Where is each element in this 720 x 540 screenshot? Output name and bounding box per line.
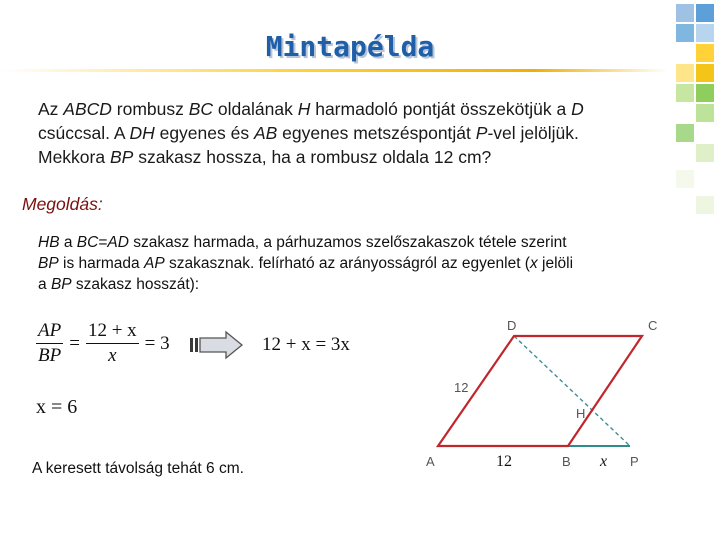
label-x: x [600, 453, 608, 470]
right-arrow-icon [188, 330, 244, 360]
label-side-12: 12 [454, 380, 469, 395]
label-b: B [562, 454, 571, 469]
fraction-12-plus-x [86, 320, 139, 367]
fraction-ap-bp [36, 320, 63, 367]
solution-label: Megoldás: [22, 194, 103, 214]
page-title: Mintapélda [265, 30, 435, 63]
answer-text: A keresett távolság tehát 6 cm. [32, 460, 244, 477]
label-d: D [507, 318, 517, 333]
label-c: C [648, 318, 658, 333]
linear-equation: 12 + x = 3x [262, 334, 350, 355]
equals-three: = 3 [144, 332, 170, 354]
title-underline [0, 69, 668, 72]
problem-line-1: Az ABCD rombusz BC oldalának H harmadoló pontját összekötjük a D [38, 99, 584, 119]
problem-statement [38, 97, 678, 169]
solution-line-2: BP is harmada AP szakasznak. felírható az arányosságról az egyenlet (x jelöli [38, 255, 574, 272]
rhombus-abcd [438, 336, 642, 446]
fraction-denominator: BP [38, 345, 62, 366]
result-equation: x = 6 [36, 396, 78, 418]
label-a: A [426, 454, 435, 469]
proportion-equation [36, 320, 170, 367]
fraction-numerator: AP [36, 320, 63, 344]
rhombus-figure [418, 312, 658, 472]
equals-sign: = [69, 332, 80, 354]
label-h: H [576, 406, 586, 421]
fraction-denominator: x [108, 345, 117, 366]
label-p: P [630, 454, 639, 469]
label-base-12: 12 [496, 453, 512, 470]
problem-line-3: Mekkora BP szakasz hossza, ha a rombusz oldala 12 cm? [38, 147, 492, 167]
solution-text [38, 232, 678, 295]
dashed-line-dp [514, 336, 630, 446]
solution-line-3: a BP szakasz hosszát): [38, 276, 200, 293]
solution-line-1: HB a BC=AD szakasz harmada, a párhuzamos szelőszakaszok tétele szerint [38, 234, 567, 251]
fraction-numerator: 12 + x [86, 320, 139, 344]
problem-line-2: csúccsal. A DH egyenes és AB egyenes metszéspontját P-vel jelöljük. [38, 123, 579, 143]
